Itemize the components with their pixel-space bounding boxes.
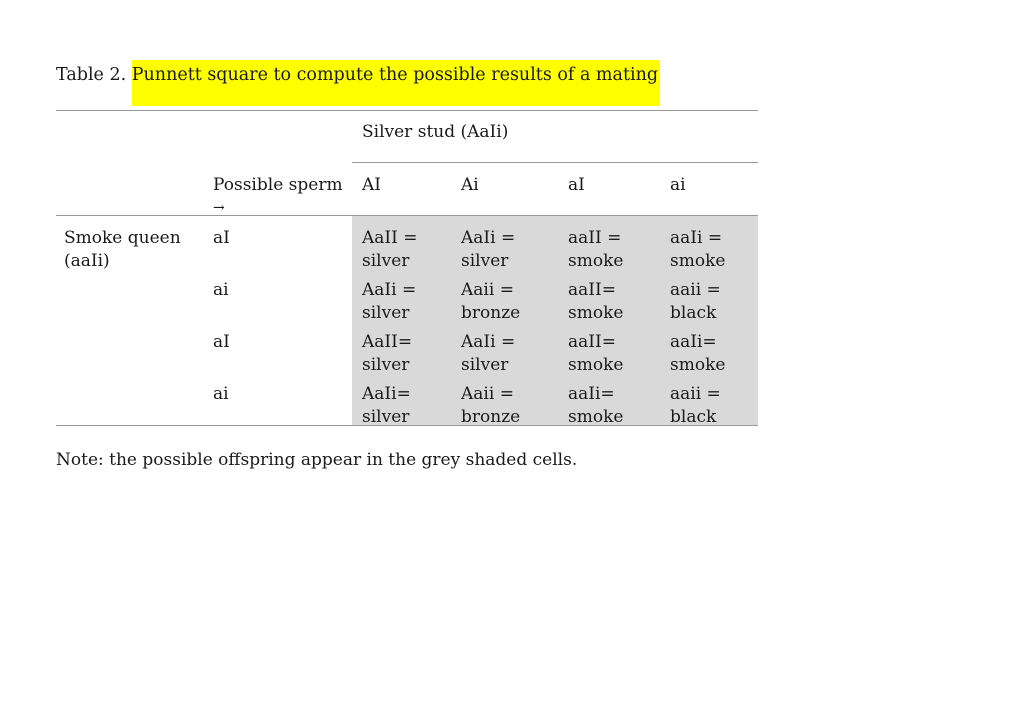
- offspring-cell-r2-c3-phenotype: smoke: [568, 303, 624, 323]
- offspring-cell-r2-c1-genotype: AaIi =: [362, 280, 417, 300]
- offspring-cell-r3-c4-genotype: aaIi=: [670, 332, 717, 352]
- last-row-clip: [352, 405, 758, 425]
- sperm-header-2: Ai: [461, 175, 479, 195]
- smoke-queen-genotype-clip: [64, 249, 184, 269]
- smoke-queen-label: Smoke queen: [64, 228, 181, 248]
- offspring-cell-r4-c4-genotype: aaii =: [670, 384, 721, 404]
- table-top-rule: [56, 110, 758, 111]
- offspring-cell-r2-c4-phenotype: black: [670, 303, 717, 323]
- silver-stud-header: Silver stud (AaIi): [362, 122, 509, 142]
- offspring-cell-r4-c2-genotype: Aaii =: [461, 384, 514, 404]
- offspring-cell-r2-c2-genotype: Aaii =: [461, 280, 514, 300]
- sperm-header-1: AI: [362, 175, 381, 195]
- offspring-cell-r2-c4-genotype: aaii =: [670, 280, 721, 300]
- offspring-cell-r3-c4-phenotype: smoke: [670, 355, 726, 375]
- offspring-cell-r2-c3-genotype: aaII=: [568, 280, 616, 300]
- offspring-cell-r1-c1-genotype: AaII =: [362, 228, 418, 248]
- offspring-cell-r3-c1-genotype: AaII=: [362, 332, 413, 352]
- caption-highlighted-text: Punnett square to compute the possible results of a mating: [132, 60, 660, 106]
- table-caption: [56, 60, 660, 106]
- offspring-cell-r3-c1-phenotype: silver: [362, 355, 410, 375]
- sperm-header-3: aI: [568, 175, 585, 195]
- offspring-cell-r1-c4-genotype: aaIi =: [670, 228, 723, 248]
- table-note: Note: the possible offspring appear in the grey shaded cells.: [56, 450, 578, 470]
- egg-label-4: ai: [213, 384, 229, 404]
- caption-prefix: Table 2.: [56, 65, 127, 85]
- sperm-header-4: ai: [670, 175, 686, 195]
- offspring-cell-r4-c3-genotype: aaIi=: [568, 384, 615, 404]
- egg-label-3: aI: [213, 332, 230, 352]
- offspring-cell-r3-c3-genotype: aaII=: [568, 332, 616, 352]
- offspring-cell-r3-c2-phenotype: silver: [461, 355, 509, 375]
- header-mid-rule: [352, 162, 758, 163]
- smoke-queen-genotype: (aaIi): [64, 251, 110, 269]
- egg-label-2: ai: [213, 280, 229, 300]
- offspring-cell-r2-c2-phenotype: bronze: [461, 303, 521, 323]
- offspring-cell-r1-c2-genotype: AaIi =: [461, 228, 516, 248]
- offspring-cell-r1-c4-phenotype: smoke: [670, 251, 726, 271]
- offspring-cell-r4-c2-phenotype: bronze: [461, 407, 521, 425]
- egg-label-1: aI: [213, 228, 230, 248]
- offspring-cell-r1-c3-phenotype: smoke: [568, 251, 624, 271]
- offspring-cell-r4-c3-phenotype: smoke: [568, 407, 624, 425]
- offspring-cell-r4-c1-phenotype: silver: [362, 407, 410, 425]
- offspring-cell-r4-c1-genotype: AaIi=: [362, 384, 411, 404]
- offspring-cell-r4-c4-phenotype: black: [670, 407, 717, 425]
- offspring-cell-r1-c3-genotype: aaII =: [568, 228, 622, 248]
- offspring-cell-r1-c1-phenotype: silver: [362, 251, 410, 271]
- offspring-cell-r1-c2-phenotype: silver: [461, 251, 509, 271]
- offspring-cell-r3-c2-genotype: AaIi =: [461, 332, 516, 352]
- possible-sperm-label: Possible sperm: [213, 175, 343, 195]
- offspring-cell-r2-c1-phenotype: silver: [362, 303, 410, 323]
- sperm-arrow-icon: →: [213, 200, 225, 216]
- table-bottom-rule: [56, 425, 758, 426]
- offspring-cell-r3-c3-phenotype: smoke: [568, 355, 624, 375]
- header-bottom-rule: [56, 215, 758, 216]
